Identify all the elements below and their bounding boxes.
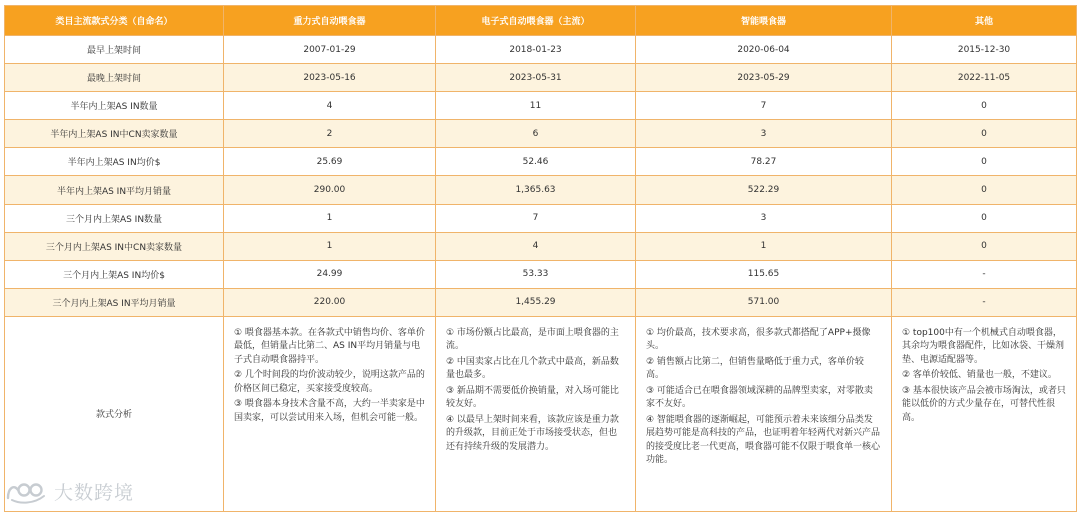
table-cell: 0 <box>892 148 1077 176</box>
table-cell: 522.29 <box>636 176 892 204</box>
table-row <box>5 232 1077 260</box>
table-row <box>5 204 1077 232</box>
table-cell: 2023-05-16 <box>224 64 436 92</box>
header-smart: 智能喂食器 <box>636 6 892 36</box>
table-cell: 0 <box>892 232 1077 260</box>
table-cell: 25.69 <box>224 148 436 176</box>
table-cell: 2023-05-31 <box>436 64 636 92</box>
table-cell: 2023-05-29 <box>636 64 892 92</box>
table-cell: - <box>892 288 1077 316</box>
table-cell: 52.46 <box>436 148 636 176</box>
header-other: 其他 <box>892 6 1077 36</box>
table-cell: 3 <box>636 120 892 148</box>
comparison-table <box>4 5 1077 512</box>
analysis-row <box>5 316 1077 511</box>
analysis-point: ③ 新品期不需要低价换销量，对入场可能比较友好。 <box>446 385 619 410</box>
table-cell: 24.99 <box>224 260 436 288</box>
table-cell: 1 <box>636 232 892 260</box>
analysis-point: ② 几个时间段的均价波动较少，说明这款产品的价格区间已稳定，买家接受度较高。 <box>234 370 425 394</box>
table-cell: 290.00 <box>224 176 436 204</box>
table-row <box>5 92 1077 120</box>
analysis-point: ① 均价最高，技术要求高，很多款式都搭配了APP+摄像头。 <box>646 327 871 352</box>
row-label: 半年内上架AS IN平均月销量 <box>5 176 224 204</box>
watermark-text: 大数跨境 <box>54 481 135 504</box>
analysis-point: ② 客单价较低、销量也一般，不建议。 <box>902 370 1057 381</box>
table-cell: 53.33 <box>436 260 636 288</box>
table-cell: 1 <box>224 204 436 232</box>
table-row <box>5 64 1077 92</box>
table-row <box>5 176 1077 204</box>
row-label: 三个月内上架AS IN中CN卖家数量 <box>5 232 224 260</box>
analysis-point: ② 中国卖家占比在几个款式中最高，新品数量也最多。 <box>446 356 619 381</box>
table-cell: 220.00 <box>224 288 436 316</box>
header-gravity: 重力式自动喂食器 <box>224 6 436 36</box>
table-cell: 78.27 <box>636 148 892 176</box>
row-label: 三个月内上架AS IN数量 <box>5 204 224 232</box>
table-cell: 2007-01-29 <box>224 36 436 64</box>
table-cell: 3 <box>636 204 892 232</box>
analysis-point: ② 销售额占比第二，但销售量略低于重力式，客单价较高。 <box>646 356 864 381</box>
table-cell: 0 <box>892 176 1077 204</box>
row-label: 三个月内上架AS IN平均月销量 <box>5 288 224 316</box>
analysis-label: 款式分析 <box>5 316 224 511</box>
analysis-point: ④ 以最早上架时间来看，该款应该是重力款的升级款，目前正处于市场接受状态，但也还有持续升级的发展潜力。 <box>446 414 619 452</box>
table-cell: 6 <box>436 120 636 148</box>
table-cell: 2018-01-23 <box>436 36 636 64</box>
table-cell: 115.65 <box>636 260 892 288</box>
table-cell: 4 <box>224 92 436 120</box>
analysis-point: ③ 基本很快该产品会被市场淘汰，或者只能以低价的方式少量存在，可替代性很高。 <box>902 385 1066 423</box>
analysis-point: ① top100中有一个机械式自动喂食器，其余均为喂食器配件，比如冰袋、干燥剂垫、电源适配器等。 <box>902 327 1065 365</box>
table-cell: 0 <box>892 204 1077 232</box>
table-cell: 7 <box>636 92 892 120</box>
row-label: 最晚上架时间 <box>5 64 224 92</box>
analysis-electronic <box>436 316 636 511</box>
table-cell: - <box>892 260 1077 288</box>
row-label: 半年内上架AS IN数量 <box>5 92 224 120</box>
row-label: 三个月内上架AS IN均价$ <box>5 260 224 288</box>
header-category: 类目主流款式分类（自命名） <box>5 6 224 36</box>
table-cell: 2 <box>224 120 436 148</box>
table-cell: 11 <box>436 92 636 120</box>
row-label: 半年内上架AS IN均价$ <box>5 148 224 176</box>
table-cell: 1,455.29 <box>436 288 636 316</box>
table-cell: 2015-12-30 <box>892 36 1077 64</box>
analysis-smart <box>636 316 892 511</box>
table-cell: 4 <box>436 232 636 260</box>
table-cell: 0 <box>892 92 1077 120</box>
watermark <box>4 477 134 505</box>
analysis-point: ③ 可能适合已在喂食器领域深耕的品牌型卖家，对零散卖家不友好。 <box>646 385 873 410</box>
analysis-gravity <box>224 316 436 511</box>
table-row <box>5 36 1077 64</box>
header-row <box>5 6 1077 36</box>
analysis-point: ① 喂食器基本款。在各款式中销售均价、客单价最低，但销量占比第二、AS IN平均月销量与电子式自动喂食器持平。 <box>234 327 425 365</box>
header-electronic: 电子式自动喂食器（主流） <box>436 6 636 36</box>
analysis-other <box>892 316 1077 511</box>
table-cell: 1 <box>224 232 436 260</box>
table-cell: 7 <box>436 204 636 232</box>
table-cell: 0 <box>892 120 1077 148</box>
table-row <box>5 260 1077 288</box>
analysis-point: ④ 智能喂食器的逐渐崛起，可能预示着未来该细分品类发展趋势可能是高科技的产品，也证明着年轻两代对新兴产品的接受度比老一代更高，喂食器可能不仅限于喂食单一核心功能。 <box>646 414 881 466</box>
analysis-point: ① 市场份额占比最高，是市面上喂食器的主流。 <box>446 327 619 352</box>
brand-logo-icon <box>4 478 50 504</box>
analysis-point: ③ 喂食器本身技术含量不高，大约一半卖家是中国卖家，可以尝试用来入场，但机会可能一般。 <box>234 399 425 423</box>
table-row <box>5 120 1077 148</box>
row-label: 最早上架时间 <box>5 36 224 64</box>
table-cell: 2022-11-05 <box>892 64 1077 92</box>
table-cell: 571.00 <box>636 288 892 316</box>
table-cell: 1,365.63 <box>436 176 636 204</box>
table-row <box>5 288 1077 316</box>
table-row <box>5 148 1077 176</box>
table-cell: 2020-06-04 <box>636 36 892 64</box>
row-label: 半年内上架AS IN中CN卖家数量 <box>5 120 224 148</box>
